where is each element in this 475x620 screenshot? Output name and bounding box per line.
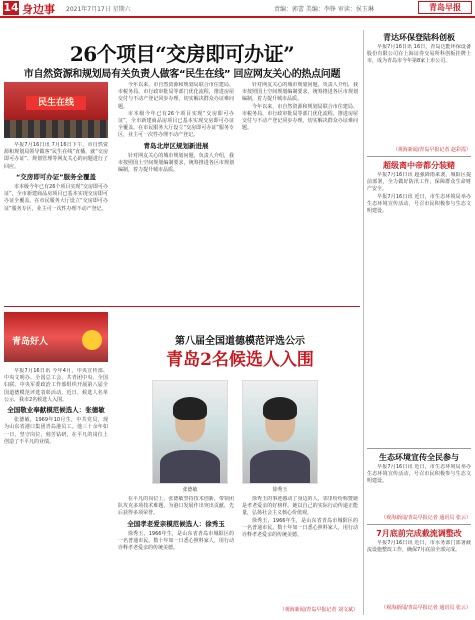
- right-credit-3: （观海新闻/青岛早报记者 通讯员 张云）: [381, 515, 471, 521]
- lead-photo-people: [4, 120, 108, 138]
- right-paragraph: 早报7月16日讯 16日，青岛达能环保设备股份有限公司在上海证券交易所科创板挂牌上市，成为青岛市今年第8家上市公司。: [367, 44, 471, 65]
- portrait-caption: 张德敏: [182, 487, 198, 493]
- mid-paragraph: 张德敏，1969年10月生，中共党员，现为山东省港口集团青岛港员工。他三十余年如一日，坚守岗位，刻苦钻研，在平凡的岗位上创造了不平凡的业绩。: [4, 417, 108, 445]
- mid-subheading: 全国孝老爱亲模范候选人：徐秀玉: [127, 519, 225, 528]
- mid-kicker: 第八届全国道德模范评选公示: [175, 336, 305, 347]
- mid-paragraph: 徐秀玉，1966年生，是山东省青岛市城阳区的一名普通市民。数十年如一日悉心照料家人，用行动诠释孝老爱亲的传统美德。: [242, 517, 358, 539]
- lead-paragraph: 市本级今年已有26个项目实现“交房即可办证”，全市新建商品房项目已基本实现交房即可办证全覆盖。在市民服务大厅设立“交房即可办证”服务专区，业主可一次性办理不动产登记。: [4, 184, 108, 212]
- portrait-photo: [152, 380, 228, 484]
- right-article-2: [367, 172, 471, 402]
- right-divider: [367, 524, 471, 525]
- right-divider: [367, 156, 471, 157]
- lead-paragraph: 今年以来，市自然资源和规划局联合市住建局、市税务局、市行政审批局等部门优化流程，推进房屋交付与不动产登记同步办理，切实解决群众办证难问题。: [118, 82, 234, 110]
- right-divider: [367, 448, 471, 449]
- mid-paragraph: 徐秀玉，1966年生，是山东省青岛市城阳区的一名普通市民。数十年如一日悉心照料家人，用行动诠释孝老爱亲的传统美德。: [118, 530, 234, 552]
- lead-paragraph: 市本级今年已有26个项目实现“交房即可办证”，全市新建商品房项目已基本实现交房即可办证全覆盖。在市民服务大厅设立“交房即可办证”服务专区，业主可一次性办理不动产登记。: [118, 110, 234, 139]
- mid-photo: [4, 312, 108, 362]
- mid-column-2: [118, 496, 234, 616]
- portrait-caption: 徐秀玉: [272, 487, 288, 493]
- right-paragraph: 早报7月16日讯 超强降雨来袭，城阳区提前部署，全力做好防汛工作，保障群众生命财产安全。: [367, 172, 471, 193]
- section-title: 身边事: [22, 3, 55, 16]
- lead-paragraph: 今年以来，市自然资源和规划局联合市住建局、市税务局、市行政审批局等部门优化流程，推进房屋交付与不动产登记同步办理，切实解决群众办证难问题。: [242, 103, 358, 132]
- lead-subheading: 青岛北岸区规划新进展: [143, 141, 209, 150]
- lead-photo: [4, 82, 108, 138]
- mid-column-3: [242, 496, 358, 606]
- lead-column-1: [4, 142, 108, 302]
- lead-paragraph: 针对网友关心的城市规划问题，负责人介绍，我市按照国土空间规划编制要求，统筹推进各区市规划编制，着力提升城市品质。: [118, 152, 234, 174]
- section-divider: [4, 306, 360, 307]
- mid-photo-banner: 青岛好人: [12, 337, 49, 347]
- right-headline-3: 生态环境宣传全民参与: [379, 453, 459, 462]
- lead-paragraph: 针对网友关心的城市规划问题，负责人介绍，我市按照国土空间规划编制要求，统筹推进各区市规划编制，着力提升城市品质。: [242, 82, 358, 103]
- right-article-4: [367, 540, 471, 600]
- issue-date: 2021年7月17日 星期六: [66, 6, 131, 13]
- right-headline-2: 超级离中帝都分装赌: [383, 161, 455, 170]
- right-headline-4: 7月底前完成截流调整改: [376, 529, 462, 538]
- right-paragraph: 早报7月16日讯 近日，市水务部门部署截流设施整改工作，确保7月底前全部完成。: [367, 540, 471, 554]
- masthead-logo: 青岛早报: [418, 1, 472, 14]
- lead-column-2: [118, 82, 234, 322]
- logo-icon: [82, 330, 102, 350]
- column-divider: [363, 30, 364, 615]
- mid-headline: 青岛2名候选人入围: [166, 350, 314, 370]
- right-credit-1: （观海新闻/青岛早报记者 赵彩霞）: [392, 147, 471, 153]
- lead-subheading: “交房即可办证”服务全覆盖: [15, 172, 97, 181]
- mid-column-1: [4, 368, 108, 616]
- mid-paragraph: 在平凡的岗位上，张德敏坚持技术创新，带领团队攻克多项技术难题，为港口发展作出突出贡献，先后获得多项荣誉。: [118, 496, 234, 517]
- portrait-photo: [242, 380, 318, 484]
- mid-paragraph: 早报7月16日讯 今年4月，中央宣传部、中央文明办、全国总工会、共青团中央、全国妇联、中央军委政治工作部组织开展第八届全国道德模范评选表彰活动。近日，候选人名单公示，我市2名候选人入围。: [4, 368, 108, 403]
- right-paragraph: 早报7月16日讯 近日，市生态环境局举办生态环境宣传活动，号召市民积极参与生态文明建设。: [367, 193, 471, 215]
- right-paragraph: 早报7月16日讯 近日，市生态环境局举办生态环境宣传活动，号召市民积极参与生态文明建设。: [367, 464, 471, 485]
- editors-credit: 责编：郭蕾 美编：李铮 审读：侯玉琳: [274, 6, 374, 13]
- right-article-3: [367, 464, 471, 512]
- right-headline-1: 青达环保登陆科创板: [383, 33, 455, 42]
- right-credit-4: （观海新闻/青岛早报记者 通讯员 张云）: [381, 605, 471, 611]
- lead-headline: 26个项目“交房即可办证”: [69, 42, 295, 66]
- page-number: 14: [3, 1, 19, 14]
- mid-subheading: 全国敬业奉献模范候选人：张德敏: [7, 406, 105, 415]
- right-article-1: [367, 44, 471, 140]
- lead-column-3: [242, 82, 358, 322]
- lead-subheadline: 市自然资源和规划局有关负责人做客“民生在线” 回应网友关心的热点问题: [23, 69, 341, 80]
- page-header: [0, 0, 475, 18]
- lead-paragraph: 早报7月16日讯 7月16日下午，市自然资源和规划局领导做客“民生在线”直播，就“交房即可办证”、规划管理等网友关心的问题进行了回应。: [4, 142, 108, 170]
- lead-photo-banner: 民生在线: [26, 96, 86, 110]
- mid-paragraph: 徐秀玉的事迹感动了身边的人，邻里纷纷称赞她是孝老爱亲的好榜样。她以自己的实际行动传递正能量，弘扬社会主义核心价值观。: [242, 496, 358, 517]
- mid-credit: （观海新闻/青岛早报记者 刘文斌）: [279, 607, 358, 613]
